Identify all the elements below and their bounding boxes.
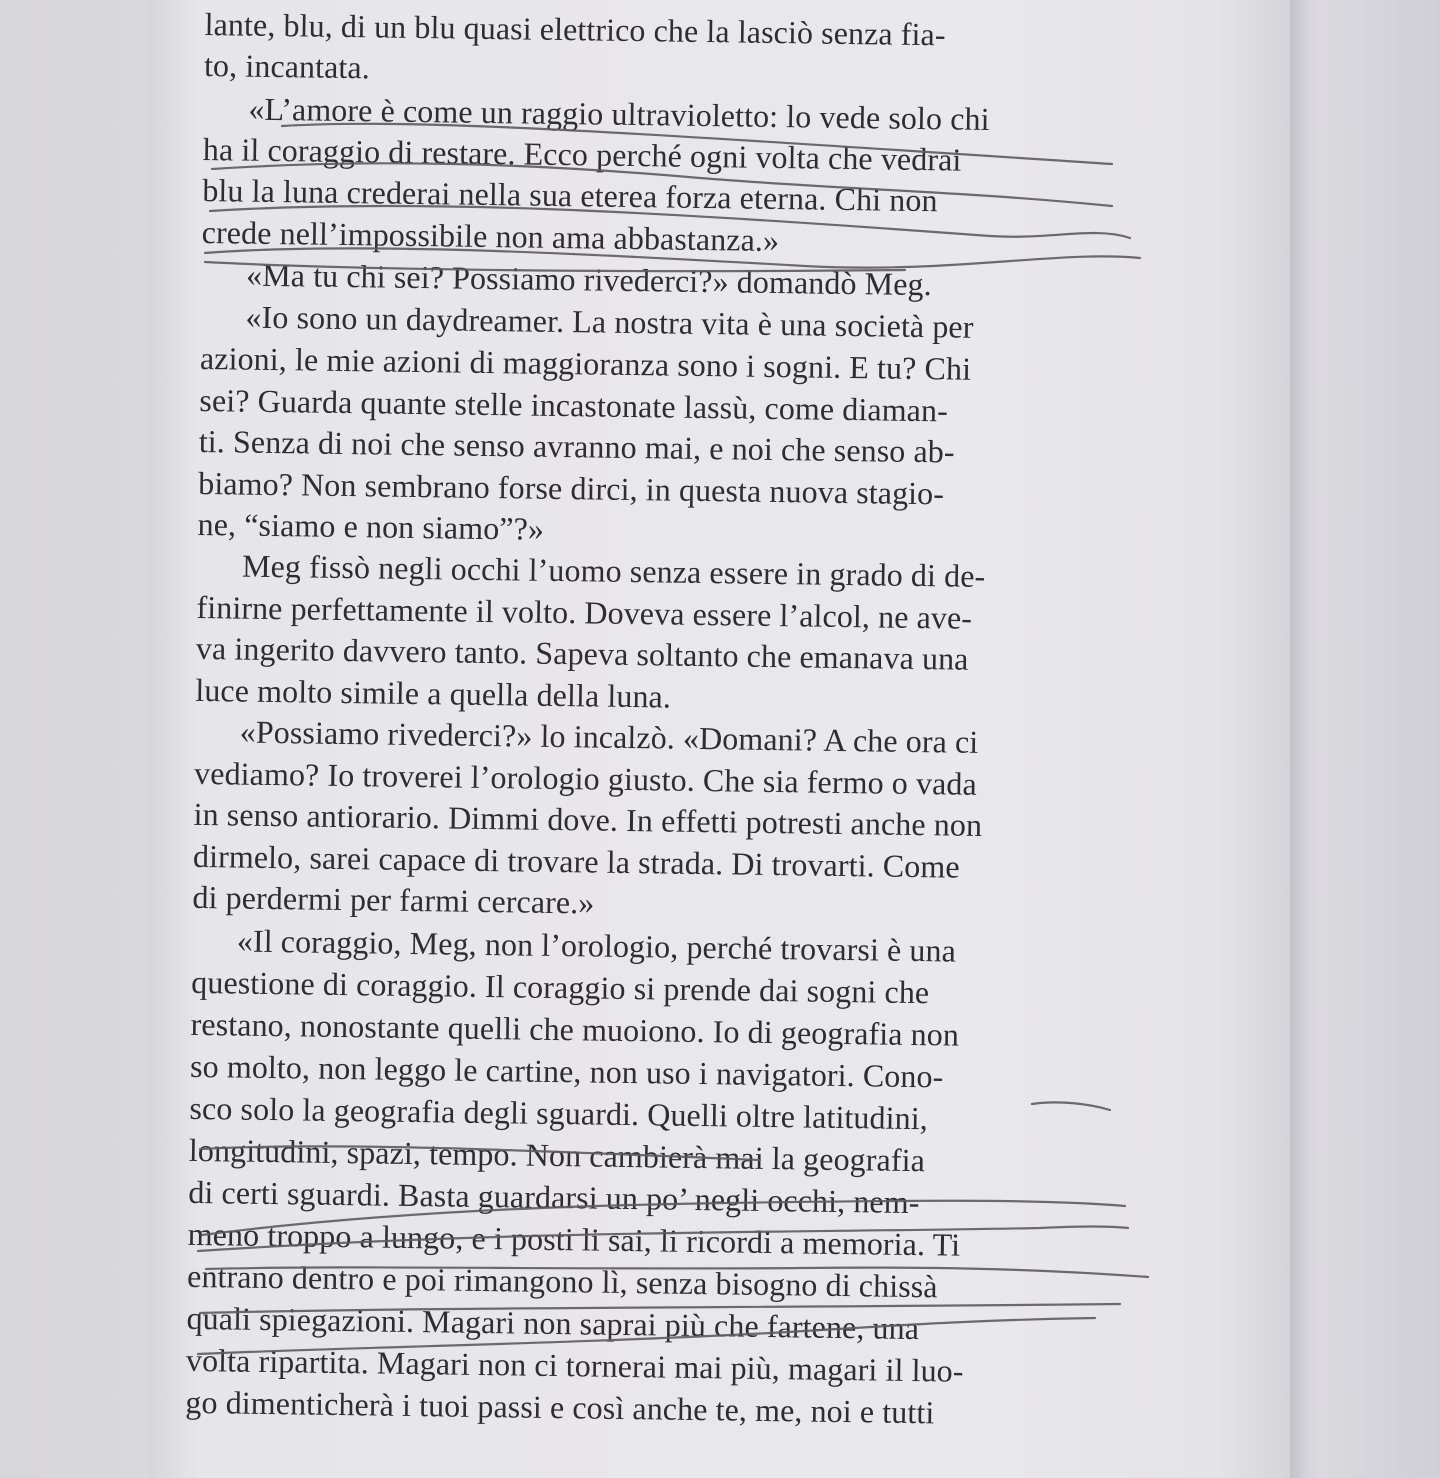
text-line-16: va ingerito davvero tanto. Sapeva soltanto che emanava una — [195, 629, 969, 677]
book-text-block — [184, 0, 1135, 1478]
text-line-04: ha il coraggio di restare. Ecco perché ogni volta che vedrai — [202, 130, 962, 178]
text-line-18: «Possiamo rivederci?» lo incalzò. «Domani? A che ora ci — [239, 713, 979, 760]
text-line-31: entrano dentro e poi rimangono lì, senza bisogno di chissà — [186, 1257, 938, 1305]
text-line-22: di perdermi per farmi cercare.» — [192, 878, 595, 921]
text-line-32: quali spiegazioni. Magari non saprai più che fartene, una — [186, 1299, 920, 1347]
text-line-11: ti. Senza di noi che senso avranno mai, e noi che senso ab- — [198, 422, 955, 470]
text-line-13: ne, “siamo e non siamo”?» — [197, 505, 545, 547]
text-line-20: in senso antiorario. Dimmi dove. In effetti potresti anche non — [193, 795, 983, 843]
text-line-34: go dimenticherà i tuoi passi e così anche te, me, noi e tutti — [185, 1383, 935, 1431]
text-line-21: dirmelo, sarei capace di trovare la strada. Di trovarti. Come — [192, 837, 960, 885]
text-line-27: sco solo la geografia degli sguardi. Quelli oltre latitudini, — [189, 1089, 929, 1137]
text-line-09: azioni, le mie azioni di maggioranza sono i sogni. E tu? Chi — [199, 339, 972, 387]
text-line-10: sei? Guarda quante stelle incastonate lassù, come diaman- — [199, 381, 949, 429]
text-line-07: «Ma tu chi sei? Possiamo rivederci?» domandò Meg. — [245, 256, 932, 303]
text-line-14: Meg fissò negli occhi l’uomo senza essere in grado di de- — [241, 547, 986, 594]
text-line-29: di certi sguardi. Basta guardarsi un po’ negli occhi, nem- — [188, 1173, 920, 1221]
text-line-12: biamo? Non sembrano forse dirci, in questa nuova stagio- — [198, 464, 945, 512]
text-line-30: meno troppo a lungo, e i posti li sai, li ricordi a memoria. Ti — [187, 1215, 961, 1263]
text-line-08: «Io sono un daydreamer. La nostra vita è una società per — [245, 298, 974, 345]
text-line-06: crede nell’impossibile non ama abbastanza.» — [201, 213, 780, 259]
text-line-01: lante, blu, di un blu quasi elettrico che la lasciò senza fia- — [204, 5, 946, 53]
text-line-25: restano, nonostante quelli che muoiono. Io di geografia non — [190, 1005, 960, 1053]
text-line-28: longitudini, spazi, tempo. Non cambierà mai la geografia — [188, 1131, 926, 1179]
text-line-15: finirne perfettamente il volto. Doveva essere l’alcol, ne ave- — [196, 588, 973, 636]
text-line-02: to, incantata. — [203, 46, 371, 86]
text-line-23: «Il coraggio, Meg, non l’orologio, perché trovarsi è una — [236, 922, 957, 969]
text-line-05: blu la luna crederai nella sua eterea forza eterna. Chi non — [202, 171, 938, 219]
text-line-26: so molto, non leggo le cartine, non uso i navigatori. Cono- — [189, 1047, 944, 1095]
text-line-33: volta ripartita. Magari non ci tornerai mai più, magari il luo- — [185, 1341, 964, 1389]
text-line-24: questione di coraggio. Il coraggio si prende dai sogni che — [191, 963, 930, 1011]
text-line-19: vediamo? Io troverei l’orologio giusto. Che sia fermo o vada — [193, 754, 978, 802]
text-line-03: «L’amore è come un raggio ultravioletto: lo vede solo chi — [248, 90, 990, 137]
text-line-17: luce molto simile a quella della luna. — [195, 671, 672, 715]
